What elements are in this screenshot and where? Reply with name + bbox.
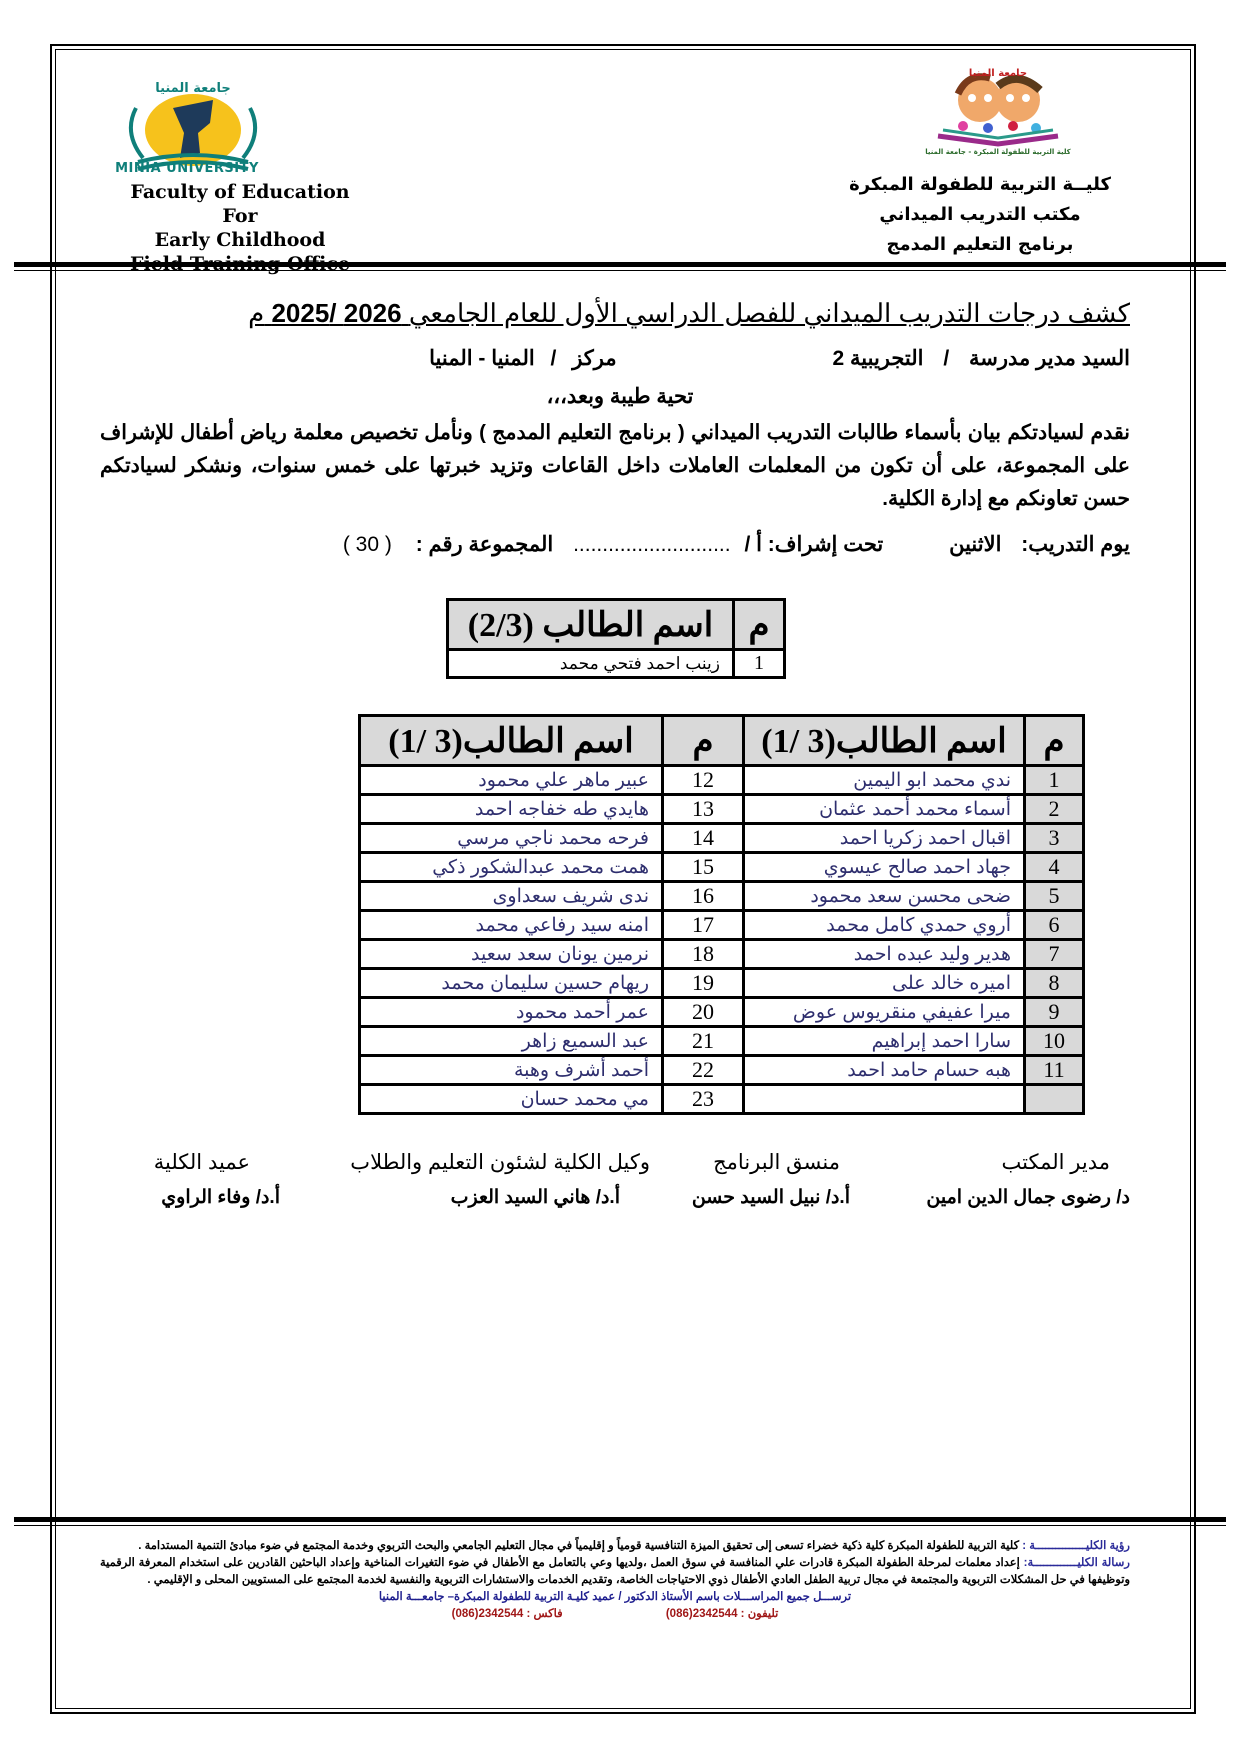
row-name-right: أسماء محمد أحمد عثمان: [744, 795, 1025, 824]
body-paragraph: نقدم لسيادتكم بيان بأسماء طالبات التدريب الميداني ( برنامج التعليم المدمج ) ونأمل تخصيص معلمة رياض أطفال للإشراف على المجموعة، على أن تكون من المعلمات العاملات داخل القاعات وتزيد خبرتها على خمس سنوات، ونشكر لسيادتكم حسن تعاونكم مع إدارة الكلية.: [100, 421, 1130, 510]
row-name-left: همت محمد عبدالشكور ذكي: [360, 853, 663, 882]
row-num-left: 18: [663, 940, 744, 969]
col-name-header-left: اسم الطالب(3 /1): [360, 716, 663, 766]
vision-text: كلية التربية للطفولة المبكرة كلية ذكية خضراء تسعى إلى تحقيق الميزة التنافسية قومياً و إقليمياً في مجال التعليم الجامعي والبحث التربوي وخدمة المجتمع في ضوء مبادئ التنمية المستدامة .: [138, 1540, 1020, 1552]
footer-mission: [100, 1555, 1130, 1589]
row-num-left: 16: [663, 882, 744, 911]
row-name-left: هايدي طه خفاجه احمد: [360, 795, 663, 824]
phone-number: تليفون : 2342544(086): [665, 1608, 779, 1620]
training-day: الاثنين: [949, 533, 1002, 556]
signature-name-coordinator: أ.د/ نبيل السيد حسن: [691, 1187, 850, 1208]
row-num-right: 8: [1025, 969, 1084, 998]
fax-number: فاكس : 2342544(086): [451, 1608, 563, 1620]
row-num-right: 2: [1025, 795, 1084, 824]
address-sep-1: /: [943, 347, 950, 370]
table-row: [360, 882, 1084, 911]
signature-name-vice-dean: أ.د/ هاني السيد العزب: [450, 1187, 620, 1208]
table-row: [360, 940, 1084, 969]
address-sep-2: /: [550, 347, 557, 370]
row-num-left: 12: [663, 766, 744, 795]
signature-title-office-manager: مدير المكتب: [1001, 1151, 1110, 1174]
table-row: [360, 969, 1084, 998]
row-num-right: 11: [1025, 1056, 1084, 1085]
footer-divider-thin: [14, 1525, 1226, 1526]
row-num-left: 13: [663, 795, 744, 824]
row-num-left: 15: [663, 853, 744, 882]
row-num-left: 19: [663, 969, 744, 998]
footer-vision: [100, 1538, 1130, 1555]
english-header-line-1: Faculty of Education For: [130, 181, 350, 227]
col-num-header: م: [734, 600, 785, 650]
table-row: [360, 766, 1084, 795]
row-name-right: سارا احمد إبراهيم: [744, 1027, 1025, 1056]
row-num-left: 17: [663, 911, 744, 940]
address-to: السيد مدير مدرسة: [969, 347, 1130, 370]
page-title: [170, 298, 1130, 329]
col-num-header-left: م: [663, 716, 744, 766]
arabic-header-line-3: برنامج التعليم المدمج: [886, 234, 1074, 255]
row-name-left: فرحه محمد ناجي مرسي: [360, 824, 663, 853]
table-row: [360, 853, 1084, 882]
signature-names: [110, 1186, 1130, 1216]
row-num-right: 7: [1025, 940, 1084, 969]
col-name-header: اسم الطالب (2/3): [448, 600, 734, 650]
supervisor-label: تحت إشراف: أ /: [744, 533, 884, 556]
row-num-right: 6: [1025, 911, 1084, 940]
table-row: [360, 1027, 1084, 1056]
row-num-right: [1025, 1085, 1084, 1114]
group-number: ( 30 ): [342, 533, 392, 556]
row-num-right: 1: [1025, 766, 1084, 795]
row-num-left: 21: [663, 1027, 744, 1056]
row-name-left: مي محمد حسان: [360, 1085, 663, 1114]
row-name-right: ميرا عفيفي منقريوس عوض: [744, 998, 1025, 1027]
row-num-right: 9: [1025, 998, 1084, 1027]
row-name-right: ضحى محسن سعد محمود: [744, 882, 1025, 911]
footer: [100, 1538, 1130, 1623]
row-name-left: امنه سيد رفاعي محمد: [360, 911, 663, 940]
row-num-right: 4: [1025, 853, 1084, 882]
row-name-left: ريهام حسين سليمان محمد: [360, 969, 663, 998]
signature-title-dean: عميد الكلية: [153, 1151, 250, 1174]
correspondence-note: ترســـل جميع المراســـلات باسم الأستاذ الدكتور / عميد كليـة التربية للطفولة المبكرة– جامعـــة المنيا: [378, 1591, 852, 1603]
row-name-right: اميره خالد على: [744, 969, 1025, 998]
signature-name-dean: أ.د/ وفاء الراوي: [161, 1187, 280, 1208]
address-school: التجريبية 2: [832, 347, 924, 370]
signature-titles: [110, 1150, 1130, 1180]
row-name-left: نرمين يونان سعد سعيد: [360, 940, 663, 969]
row-name-right: ندي محمد ابو اليمين: [744, 766, 1025, 795]
arabic-header-line-2: مكتب التدريب الميداني: [879, 204, 1081, 225]
logo-arabic-text: جامعة المنيا: [155, 81, 231, 96]
table-1-3: [358, 714, 1085, 1115]
row-num-left: 23: [663, 1085, 744, 1114]
table-row: [360, 824, 1084, 853]
row-name-right: هبه حسام حامد احمد: [744, 1056, 1025, 1085]
mission-label: رسالة الكليـــــــــــــة:: [1023, 1557, 1130, 1569]
table-row: [360, 1056, 1084, 1085]
row-name-right: هدير وليد عبده احمد: [744, 940, 1025, 969]
row-name-left: عبد السميع زاهر: [360, 1027, 663, 1056]
arabic-header: [830, 170, 1130, 260]
table-row: [448, 650, 785, 678]
table-2-3: [446, 598, 786, 679]
training-info: [100, 532, 1130, 557]
title-text: كشف درجات التدريب الميداني للفصل الدراسي الأول للعام الجامعي: [408, 298, 1130, 328]
table-row: [360, 998, 1084, 1027]
address-line: [170, 346, 1130, 371]
row-num-left: 14: [663, 824, 744, 853]
table-row: [360, 1085, 1084, 1114]
address-center-label: مركز: [572, 347, 617, 370]
row-name-left: أحمد أشرف وهبة: [360, 1056, 663, 1085]
table-row: [360, 795, 1084, 824]
row-name-left: عبير ماهر علي محمود: [360, 766, 663, 795]
row-num-left: 20: [663, 998, 744, 1027]
row-num-right: 5: [1025, 882, 1084, 911]
row-name-right: اقبال احمد زكريا احمد: [744, 824, 1025, 853]
faculty-logo-caption: كلية التربية للطفولة المبكرة - جامعة المنيا: [925, 148, 1071, 156]
group-label: المجموعة رقم :: [415, 533, 554, 556]
row-name-right: [744, 1085, 1025, 1114]
arabic-header-line-1: كليــة التربية للطفولة المبكرة: [849, 174, 1111, 195]
training-day-label: يوم التدريب:: [1021, 533, 1130, 556]
col-name-header-right: اسم الطالب(3 /1): [744, 716, 1025, 766]
header-divider: [14, 262, 1226, 267]
table-row: [360, 911, 1084, 940]
vision-label: رؤية الكليـــــــــــــــة :: [1022, 1540, 1130, 1552]
supervisor-blank: ...........................: [573, 533, 731, 556]
signature-title-coordinator: منسق البرنامج: [713, 1151, 840, 1174]
row-name-left: عمر أحمد محمود: [360, 998, 663, 1027]
signature-title-vice-dean: وكيل الكلية لشئون التعليم والطلاب: [350, 1151, 650, 1174]
row-num-left: 22: [663, 1056, 744, 1085]
minia-university-label: MINIA UNIVERSITY: [115, 161, 259, 176]
col-num-header-right: م: [1025, 716, 1084, 766]
row-num: 1: [734, 650, 785, 678]
header-divider-thin: [14, 270, 1226, 271]
row-name: زينب احمد فتحي محمد: [448, 650, 734, 678]
signature-name-office-manager: د/ رضوى جمال الدين امين: [926, 1187, 1130, 1208]
row-num-right: 10: [1025, 1027, 1084, 1056]
faculty-logo: [918, 64, 1078, 156]
title-year: 2026 /2025: [271, 298, 402, 328]
row-name-right: جهاد احمد صالح عيسوي: [744, 853, 1025, 882]
row-num-right: 3: [1025, 824, 1084, 853]
mission-text: إعداد معلمات لمرحلة الطفولة المبكرة قادرات علي المنافسة في سوق العمل ،ولديها وعي بالتعامل مع الأطفال في ضوء التغيرات المناخية وإعداد الباحثين القادرين على استخدام المعرفة الرقمية وتوظيفها في حل المشكلات التربوية والمجتمعة في مجال تربية الطفل العادي الأطفال ذوي الاحتياجات الخاصة، وتقديم الخدمات والاستشارات التربوية والنفسية لخدمة المجتمع على المستويين المحلى و الإقليمي .: [100, 1557, 1130, 1586]
english-header-line-2: Early Childhood: [154, 229, 326, 251]
contact-line: [100, 1606, 1130, 1623]
title-suffix: م: [248, 298, 265, 328]
address-center: المنيا - المنيا: [429, 347, 535, 370]
svg-text:جامعة المنيا: جامعة المنيا: [968, 68, 1028, 79]
row-name-left: ندى شريف سعداوى: [360, 882, 663, 911]
greeting: تحية طيبة وبعد،،،: [546, 385, 694, 408]
row-name-right: أروي حمدي كامل محمد: [744, 911, 1025, 940]
footer-divider: [14, 1517, 1226, 1522]
